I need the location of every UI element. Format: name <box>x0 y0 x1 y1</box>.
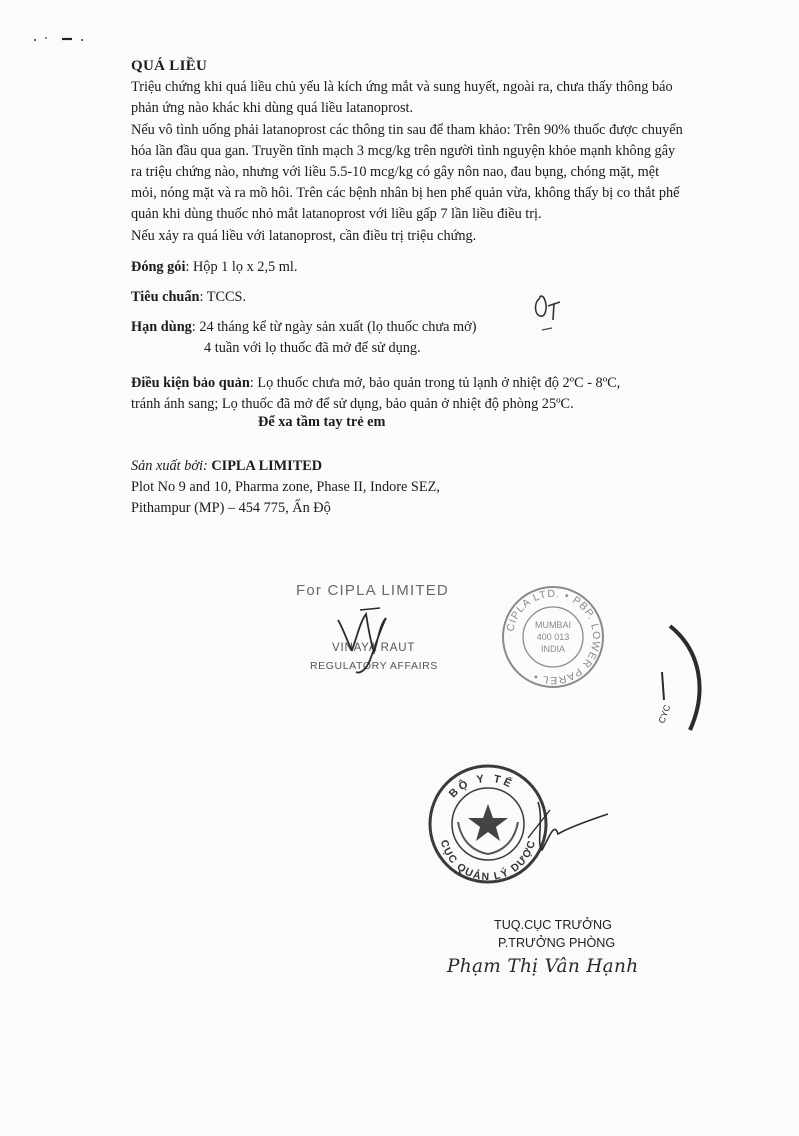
overdose-line: hóa lần đầu qua gan. Truyền tĩnh mạch 3 mcg/kg trên người tình nguyện khỏe mạnh không gây <box>131 142 676 159</box>
storage-line-1: : Lọ thuốc chưa mở, bảo quản trong tủ lạnh ở nhiệt độ 2ºC - 8ºC, <box>249 375 621 391</box>
ministry-seal <box>418 752 618 892</box>
standard-value: : TCCS. <box>199 289 247 305</box>
svg-text:CỤC QUẢN LÝ DƯỢC: CỤC QUẢN LÝ DƯỢC <box>437 838 539 884</box>
svg-text:400 013: 400 013 <box>536 632 570 642</box>
svg-text:BỘ Y TẾ: BỘ Y TẾ <box>446 772 516 801</box>
overdose-line: phản ứng nào khác khi dùng quá liều latanoprost. <box>131 100 414 117</box>
expiry-line-2: 4 tuần với lọ thuốc đã mở để sử dụng. <box>204 340 421 357</box>
svg-text:INDIA: INDIA <box>540 644 566 654</box>
expiry-row <box>131 317 731 359</box>
expiry-line-1: : 24 tháng kể từ ngày sản xuất (lọ thuốc chưa mở) <box>191 319 477 335</box>
overdose-heading: QUÁ LIỀU <box>131 58 208 74</box>
svg-text:CIPLA LTD. • PBP. LOWER PAREL: CIPLA LTD. • PBP. LOWER PAREL • <box>504 587 603 687</box>
overdose-line: mỏi, nóng mặt và ra mồ hôi. Trên các bệnh nhân bị hen phế quản vừa, không thấy bị co thắt phế <box>131 185 680 202</box>
overdose-line: Nếu vô tình uống phải latanoprost các thông tin sau để tham khảo: Trên 90% thuốc được chuyển <box>131 121 683 138</box>
packaging-row <box>131 257 731 278</box>
handwritten-note <box>530 290 570 340</box>
partial-edge-stamp <box>640 620 720 740</box>
storage-line-2: tránh ánh sang; Lọ thuốc đã mở để sử dụng, bảo quản ở nhiệt độ phòng 25ºC. <box>131 396 574 413</box>
stamp-person-role: REGULATORY AFFAIRS <box>310 660 438 672</box>
svg-text:MUMBAI: MUMBAI <box>535 620 571 630</box>
child-warning: Để xa tầm tay trẻ em <box>258 414 386 430</box>
overdose-section <box>131 56 731 247</box>
expiry-label: Hạn dùng <box>131 319 192 335</box>
overdose-line: quản khi dùng thuốc nhỏ mắt latanoprost với liều gấp 7 lần liều điều trị. <box>131 206 542 223</box>
standard-label: Tiêu chuẩn <box>131 289 200 305</box>
overdose-line: Triệu chứng khi quá liều chủ yếu là kích ứng mắt và sung huyết, ngoài ra, chưa thấy thông báo <box>131 79 673 96</box>
packaging-value: : Hộp 1 lọ x 2,5 ml. <box>185 259 298 275</box>
storage-label: Điều kiện bảo quản <box>131 375 250 391</box>
svg-text:CYC: CYC <box>656 703 673 725</box>
signatory-title-1: TUQ.CỤC TRƯỞNG <box>494 918 612 932</box>
signatory-block <box>482 916 615 952</box>
standard-row <box>131 287 731 308</box>
stamp-person-name: VINAYA RAUT <box>332 642 416 654</box>
manufacturer-label: Sản xuất bởi: <box>131 458 208 474</box>
overdose-line: Nếu xảy ra quá liều với latanoprost, cần điều trị triệu chứng. <box>131 227 477 244</box>
manufacturer-section <box>131 456 731 520</box>
manufacturer-address-1: Plot No 9 and 10, Pharma zone, Phase II, Indore SEZ, <box>131 479 440 496</box>
signatory-title-2: P.TRƯỞNG PHÒNG <box>498 936 616 950</box>
cipla-round-stamp <box>498 582 608 692</box>
manufacturer-address-2: Pithampur (MP) – 454 775, Ấn Độ <box>131 500 331 517</box>
storage-row <box>131 373 731 415</box>
scan-speck <box>32 34 92 44</box>
overdose-line: ra triệu chứng nào, nhưng với liều 5.5-10 mcg/kg có gây nôn nao, đau bụng, chóng mặt, mệt <box>131 164 660 181</box>
packaging-label: Đóng gói <box>131 259 186 275</box>
signatory-name: Phạm Thị Vân Hạnh <box>447 956 639 977</box>
manufacturer-name: CIPLA LIMITED <box>211 458 323 474</box>
stamp-for-line: For CIPLA LIMITED <box>296 582 449 599</box>
cipla-signature <box>330 600 410 680</box>
